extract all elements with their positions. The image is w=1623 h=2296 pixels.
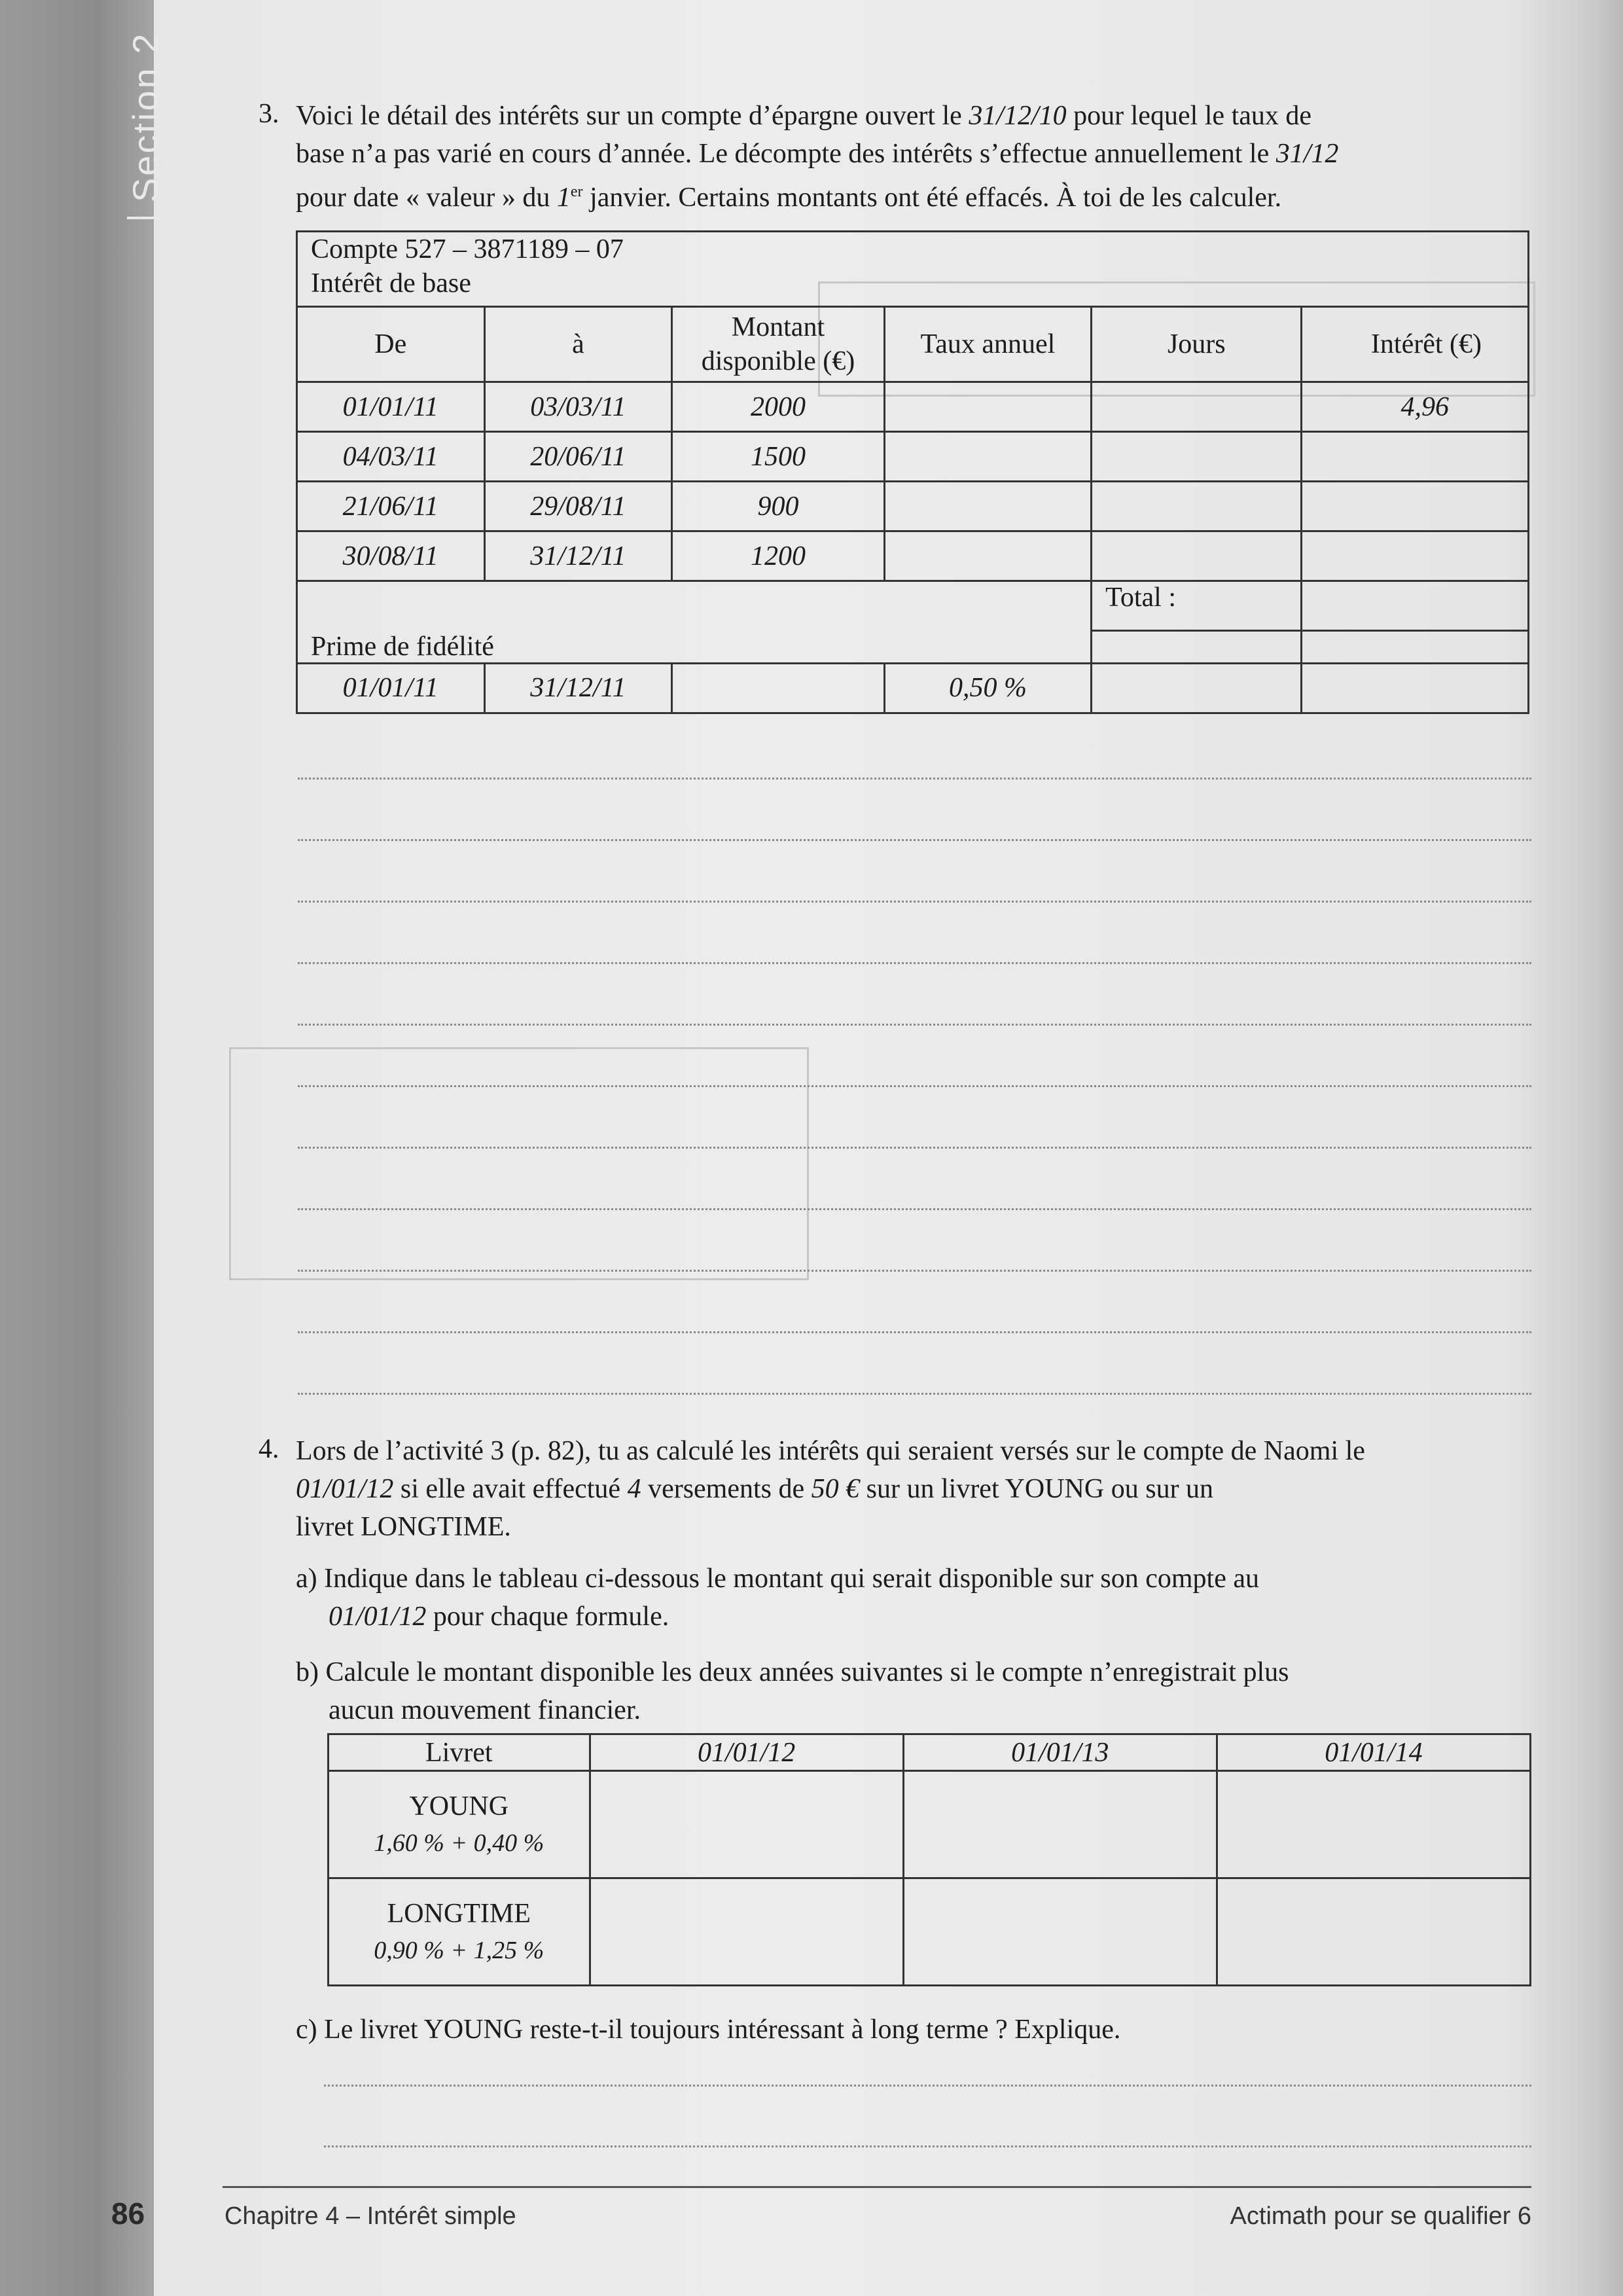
total-label: Total : <box>1092 581 1302 631</box>
interest-cell[interactable] <box>1302 482 1529 531</box>
loyalty-label: Prime de fidélité <box>297 631 1092 664</box>
section-label: Section 2 <box>124 32 167 220</box>
rate-cell[interactable] <box>884 482 1091 531</box>
answer-line[interactable] <box>298 901 1531 903</box>
days-cell[interactable] <box>1092 482 1302 531</box>
question-4-text: Lors de l’activité 3 (p. 82), tu as calculé les intérêts qui seraient versés sur le compte de Naomi le 01/01/12 si elle avait effectué 4 versements de 50 € sur un livret YOUNG ou sur un livret LONGTIME. <box>296 1436 1365 1542</box>
interest-cell[interactable] <box>1302 531 1529 581</box>
base-interest-label: Intérêt de base <box>311 268 471 298</box>
livret-rate: 0,90 % + 1,25 % <box>374 1936 544 1964</box>
days-cell[interactable] <box>1092 531 1302 581</box>
livret-name: LONGTIME <box>387 1898 531 1929</box>
days-cell[interactable] <box>1092 382 1302 432</box>
header-days: Jours <box>1092 307 1302 382</box>
header-rate: Taux annuel <box>884 307 1091 382</box>
loyalty-rate: 0,50 % <box>884 663 1091 713</box>
table-row: 21/06/11 29/08/11 900 <box>297 482 1529 531</box>
question-4a: a) Indique dans le tableau ci-dessous le montant qui serait disponible sur son compte au 01/01/12 pour chaque formule. <box>296 1564 1259 1632</box>
amount-cell[interactable] <box>903 1878 1217 1986</box>
header-date-2: 01/01/13 <box>903 1734 1217 1771</box>
header-interest: Intérêt (€) <box>1302 307 1529 382</box>
loyalty-amount-cell[interactable] <box>672 663 885 713</box>
livret-name: YOUNG <box>409 1791 509 1821</box>
answer-line[interactable] <box>324 2145 1531 2147</box>
question-3-number: 3. <box>259 99 279 129</box>
footer-rule <box>223 2186 1531 2188</box>
loyalty-days-cell[interactable] <box>1092 663 1302 713</box>
answer-line[interactable] <box>298 839 1531 841</box>
interest-cell[interactable] <box>1302 432 1529 482</box>
amount-cell[interactable] <box>1217 1771 1530 1878</box>
header-date-1: 01/01/12 <box>590 1734 903 1771</box>
answer-line[interactable] <box>298 962 1531 964</box>
question-4-number: 4. <box>259 1434 279 1464</box>
rate-cell[interactable] <box>884 531 1091 581</box>
table-row <box>329 1878 1531 1986</box>
q3-line-1: Voici le détail des intérêts sur un compte d’épargne ouvert le 31/12/10 pour lequel le taux de <box>296 101 1312 131</box>
rate-cell[interactable] <box>884 382 1091 432</box>
loyalty-interest-cell[interactable] <box>1302 663 1529 713</box>
account-number: Compte 527 – 3871189 – 07 <box>311 234 624 264</box>
amount-cell[interactable] <box>903 1771 1217 1878</box>
amount-cell[interactable] <box>1217 1878 1530 1986</box>
answer-line[interactable] <box>298 1331 1531 1333</box>
page-number: 86 <box>111 2197 145 2231</box>
total-cell[interactable] <box>1302 581 1529 631</box>
table-row <box>329 1771 1531 1878</box>
header-amount: Montant disponible (€) <box>672 307 885 382</box>
rate-cell[interactable] <box>884 432 1091 482</box>
footer-chapter: Chapitre 4 – Intérêt simple <box>224 2202 516 2230</box>
days-cell[interactable] <box>1092 432 1302 482</box>
question-4c: c) Le livret YOUNG reste-t-il toujours intéressant à long terme ? Explique. <box>296 2015 1121 2045</box>
q3-line-2: base n’a pas varié en cours d’année. Le décompte des intérêts s’effectue annuellement le 31/12 <box>296 139 1339 169</box>
footer-book-title: Actimath pour se qualifier 6 <box>1230 2202 1531 2230</box>
header-from: De <box>297 307 485 382</box>
interest-cell[interactable]: 4,96 <box>1302 382 1529 432</box>
show-through-table <box>229 1047 809 1280</box>
answer-line[interactable] <box>298 1393 1531 1395</box>
savings-table <box>327 1733 1531 1986</box>
amount-cell[interactable] <box>590 1878 903 1986</box>
question-4b: b) Calcule le montant disponible les deux années suivantes si le compte n’enregistrait plus aucun mouvement financier. <box>296 1657 1289 1725</box>
header-date-3: 01/01/14 <box>1217 1734 1530 1771</box>
answer-line[interactable] <box>298 1085 1531 1087</box>
q3-line-3: pour date « valeur » du 1er janvier. Certains montants ont été effacés. À toi de les calculer. <box>296 183 1282 213</box>
table-row: 30/08/11 31/12/11 1200 <box>297 531 1529 581</box>
answer-line[interactable] <box>298 1208 1531 1210</box>
question-3-text <box>296 97 1539 217</box>
answer-line[interactable] <box>324 2085 1531 2087</box>
table-row: 01/01/11 03/03/11 2000 4,96 <box>297 382 1529 432</box>
table-row: 04/03/11 20/06/11 1500 <box>297 432 1529 482</box>
amount-cell[interactable] <box>590 1771 903 1878</box>
answer-line[interactable] <box>298 1147 1531 1149</box>
section-sidebar <box>0 0 154 2296</box>
interest-table <box>296 230 1529 714</box>
header-livret: Livret <box>329 1734 590 1771</box>
header-to: à <box>484 307 672 382</box>
answer-line[interactable] <box>298 1270 1531 1272</box>
answer-line[interactable] <box>298 778 1531 780</box>
livret-rate: 1,60 % + 0,40 % <box>374 1829 544 1857</box>
answer-line[interactable] <box>298 1024 1531 1026</box>
loyalty-row: 01/01/11 31/12/11 0,50 % <box>297 663 1529 713</box>
